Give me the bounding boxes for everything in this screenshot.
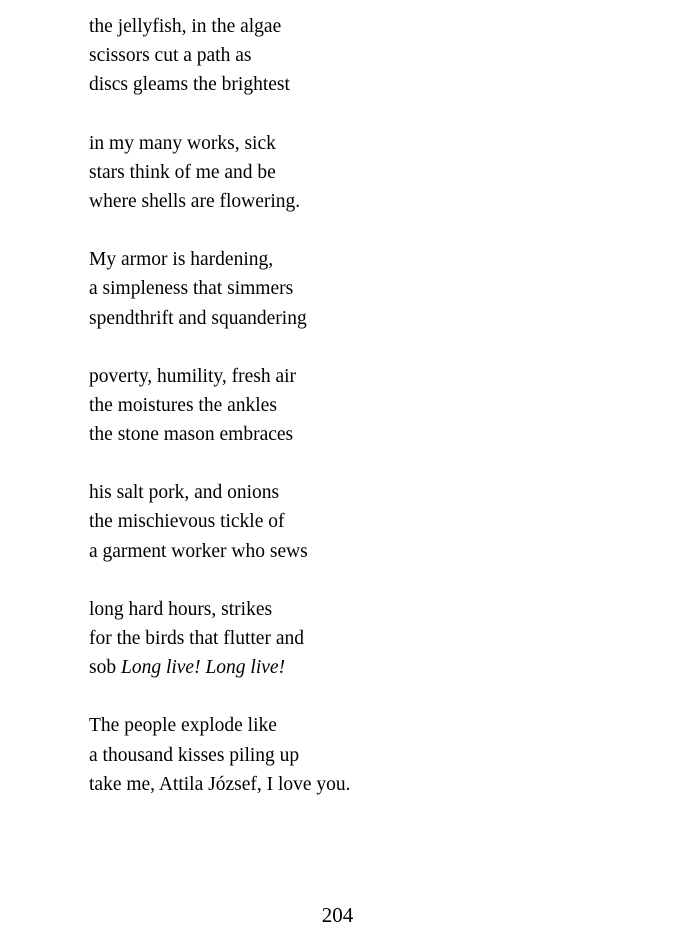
stanza [89,362,649,450]
poem-line: The people explode like [89,715,277,737]
poem-line: stars think of me and be [89,161,276,183]
poem-line: the mischievous tickle of [89,511,285,533]
poem-line: where shells are flowering. [89,190,301,212]
stanza [89,245,649,333]
poem-line: discs gleams the brightest [89,74,290,96]
stanza [89,711,649,799]
poem-line: for the birds that flutter and [89,628,304,649]
poem-line: long hard hours, strikes [89,598,273,620]
poem-line: in my many works, sick [89,132,276,154]
poem-line: his salt pork, and onions [89,482,280,504]
stanza [89,12,649,100]
poem-line: a garment worker who sews [89,540,308,562]
line-prefix: sob [89,657,121,679]
italic-exclamation: Long live! Long live! [120,657,286,679]
page-number: 204 [321,903,354,927]
stanza [89,478,649,566]
poem-line: My armor is hardening, [89,249,274,271]
stanza [89,129,649,217]
poem-body [89,12,649,828]
poem-line: spendthrift and squandering [89,307,307,329]
stanza [89,595,649,683]
poem-line: poverty, humility, fresh air [89,365,297,387]
poem-line-mixed [89,653,649,682]
poem-line: the stone mason embraces [89,424,294,446]
poem-line: a simpleness that simmers [89,278,294,300]
poem-line: the jellyfish, in the algae [89,16,282,37]
poem-line: the moistures the ankles [89,394,277,416]
poem-line: a thousand kisses piling up [89,744,300,766]
poem-line: take me, Attila József, I love you. [89,773,351,795]
poem-line: scissors cut a path as [89,45,252,67]
